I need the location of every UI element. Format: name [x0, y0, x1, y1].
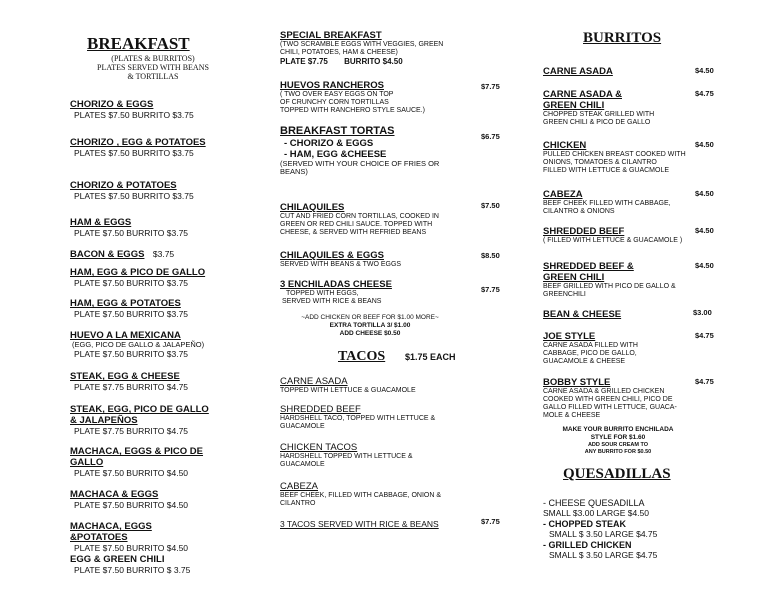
item-name: CHICKEN TACOS [280, 442, 358, 453]
item-description: HARDSHELL TACO, TOPPED WITH LETTUCE & [280, 415, 436, 422]
breakfast-subtitle-3: & TORTILLAS [127, 72, 179, 81]
item-price: PLATE $7.50 BURRITO $3.75 [74, 309, 189, 319]
item-price: $3.75 [152, 249, 175, 259]
item-price: $4.50 [695, 66, 714, 75]
item-name: CHORIZO , EGG & POTATOES [70, 137, 206, 148]
item-name: BOBBY STYLE [543, 377, 611, 388]
item-description: BEEF CHEEK FILLED WITH CABBAGE, [543, 200, 671, 207]
item-description: TOPPED WITH EGGS, [286, 290, 359, 297]
breakfast-item [70, 244, 270, 262]
item-name: 3 ENCHILADAS CHEESE [280, 279, 392, 290]
breakfast-item [70, 217, 270, 238]
item-name: HAM & EGGS [70, 217, 132, 228]
item-name: CHILAQUILES & EGGS [280, 250, 384, 261]
breakfast-item [70, 137, 270, 158]
item-name: STEAK, EGG & CHEESE [70, 371, 180, 382]
item-description: CHOPPED STEAK GRILLED WITH [543, 111, 655, 118]
item-description: SERVED WITH BEANS & TWO EGGS [280, 261, 402, 268]
burritos-column [543, 0, 723, 601]
chilaquiles [280, 202, 505, 237]
item-description: GALLO FILLED WITH LETTUCE, GUACA- [543, 404, 677, 411]
item-description: GUACAMOLE [280, 423, 325, 430]
tacos-title: TACOS [338, 349, 386, 364]
item-name: 3 TACOS SERVED WITH RICE & BEANS [280, 519, 439, 529]
breakfast-item [70, 371, 270, 392]
taco-item [280, 404, 505, 431]
enchilada-note-2: STYLE FOR $1.60 [590, 434, 646, 441]
item-name: MACHACA, EGGS [70, 521, 152, 532]
breakfast-item [70, 267, 270, 288]
item-name: HAM, EGG & POTATOES [70, 298, 181, 309]
breakfast-tortas [280, 125, 505, 176]
item-price: PLATE $7.75 BURRITO $4.75 [74, 382, 189, 392]
item-name: - GRILLED CHICKEN [543, 540, 632, 550]
breakfast-item [70, 298, 270, 319]
item-description: CUT AND FRIED CORN TORTILLAS, COOKED IN [280, 213, 439, 220]
breakfast-item [70, 180, 270, 201]
item-description: CHILI, POTATOES, HAM & CHEESE) [280, 49, 398, 56]
breakfast-title: BREAKFAST [87, 34, 190, 53]
item-price: PLATE $7.50 BURRITO $3.75 [74, 278, 189, 288]
item-price: $4.50 [695, 261, 714, 270]
item-price: $4.50 [695, 189, 714, 198]
item-price: PLATE $7.75 BURRITO $4.75 [74, 426, 189, 436]
item-description: CABBAGE, PICO DE GALLO, [543, 350, 637, 357]
item-description: (SERVED WITH YOUR CHOICE OF FRIES OR [280, 159, 440, 168]
item-description: HARDSHELL TOPPED WITH LETTUCE & [280, 453, 413, 460]
item-name: HUEVOS RANCHEROS [280, 80, 384, 91]
item-description: FILLED WITH LETTUCE & GUACMOLE [543, 167, 670, 174]
tacos-price: $1.75 EACH [405, 352, 456, 362]
item-name: SPECIAL BREAKFAST [280, 30, 382, 41]
item-price: $7.50 [481, 201, 500, 210]
item-name: JOE STYLE [543, 331, 596, 342]
item-name: HUEVO A LA MEXICANA [70, 330, 181, 341]
specials-column [280, 0, 505, 601]
item-price: PLATES $7.50 BURRITO $3.75 [74, 110, 194, 120]
item-description: TOPPED WITH RANCHERO STYLE SAUCE.) [280, 107, 425, 114]
item-description: BEEF GRILLED WITH PICO DE GALLO & [543, 283, 676, 290]
item-name: STEAK, EGG, PICO DE GALLO [70, 404, 209, 415]
item-price: $3.00 [693, 308, 712, 317]
special-breakfast [280, 30, 505, 67]
burritos-title: BURRITOS [583, 30, 662, 46]
item-name: CHORIZO & POTATOES [70, 180, 177, 191]
breakfast-subtitle-2: PLATES SERVED WITH BEANS [97, 63, 209, 72]
enchilada-note-1: MAKE YOUR BURRITO ENCHILADA [562, 426, 674, 433]
item-price: PLATE $7.50 BURRITO $4.50 [74, 468, 189, 478]
item-description: MOLE & CHEESE [543, 412, 601, 419]
item-name: BREAKFAST TORTAS [280, 125, 395, 137]
item-description: GUACAMOLE & CHEESE [543, 358, 626, 365]
item-name: CHICKEN [543, 140, 587, 151]
item-description: GREEN OR RED CHILI SAUCE. TOPPED WITH [280, 221, 433, 228]
quesadilla-item [543, 540, 723, 560]
item-price: $7.75 [481, 517, 500, 526]
item-price: PLATES $7.50 BURRITO $3.75 [74, 191, 194, 201]
item-description: GUACAMOLE [280, 461, 325, 468]
item-name: CARNE ASADA [543, 66, 613, 77]
item-description: (TWO SCRAMBLE EGGS WITH VEGGIES, GREEN [280, 41, 444, 48]
item-price: SMALL $3.00 LARGE $4.50 [543, 508, 650, 518]
item-name: CARNE ASADA & [543, 89, 622, 100]
item-price: $4.50 [695, 140, 714, 149]
item-description: COOKED WITH GREEN CHILI, PICO DE [543, 396, 673, 403]
quesadilla-item [543, 498, 723, 518]
quesadilla-item [543, 519, 723, 539]
plate-price: PLATE $7.75 [280, 57, 328, 66]
item-name: MACHACA & EGGS [70, 489, 159, 500]
item-price: $6.75 [481, 132, 500, 141]
sour-cream-note-1: ADD SOUR CREAM TO [587, 442, 649, 448]
item-price: PLATES $7.50 BURRITO $3.75 [74, 148, 194, 158]
taco-item [280, 376, 505, 395]
item-name-line2: GREEN CHILI [543, 100, 605, 111]
item-name: SHREDDED BEEF & [543, 261, 634, 272]
item-price: $4.75 [695, 377, 714, 386]
item-price: $8.50 [481, 251, 500, 260]
item-name-line2: & JALAPEÑOS [70, 415, 138, 426]
quesadillas-title: QUESADILLAS [563, 466, 671, 482]
item-description: ONIONS, TOMATOES & CILANTRO [543, 159, 657, 166]
item-name: MACHACA, EGGS & PICO DE [70, 446, 204, 457]
taco-item [280, 442, 505, 469]
item-description: OF CRUNCHY CORN TORTILLAS [280, 99, 389, 106]
item-price: PLATE $7.50 BURRITO $ 3.75 [74, 565, 191, 575]
item-name: HAM, EGG & PICO DE GALLO [70, 267, 206, 278]
item-name: - CHOPPED STEAK [543, 519, 627, 529]
item-description: CARNE ASADA FILLED WITH [543, 342, 638, 349]
item-name: EGG & GREEN CHILI [70, 554, 165, 565]
item-name: SHREDDED BEEF [280, 404, 361, 415]
breakfast-subtitle-1: (PLATES & BURRITOS) [111, 54, 195, 63]
breakfast-item [70, 554, 270, 575]
add-meat-note: ~ADD CHICKEN OR BEEF FOR $1.00 MORE~ [301, 314, 439, 321]
breakfast-column [70, 0, 270, 601]
item-description: GREEN CHILI & PICO DE GALLO [543, 119, 651, 126]
three-tacos [280, 519, 505, 530]
burrito-price: BURRITO $4.50 [344, 57, 403, 66]
breakfast-item [70, 404, 270, 436]
item-description: ( FILLED WITH LETTUCE & GUACAMOLE ) [543, 237, 683, 244]
huevos-rancheros [280, 80, 505, 115]
item-description: PULLED CHICKEN BREAST COOKED WITH [543, 151, 686, 158]
item-name: CABEZA [280, 481, 319, 492]
item-name-line2: GALLO [70, 457, 104, 468]
item-description: ( TWO OVER EASY EGGS ON TOP [280, 91, 394, 98]
item-description: TOPPED WITH LETTUCE & GUACAMOLE [280, 387, 416, 394]
item-price: $4.50 [695, 226, 714, 235]
item-price: SMALL $ 3.50 LARGE $4.75 [549, 529, 658, 539]
item-description: GREENCHILI [543, 291, 586, 298]
breakfast-item [70, 521, 270, 553]
torta-option: - CHORIZO & EGGS [284, 138, 374, 149]
item-price: PLATE $7.50 BURRITO $4.50 [74, 500, 189, 510]
item-price: $7.75 [481, 82, 500, 91]
item-name: CABEZA [543, 189, 583, 200]
item-description: (EGG, PICO DE GALLO & JALAPEÑO) [72, 340, 205, 349]
item-name: BEAN & CHEESE [543, 309, 622, 320]
item-name: BACON & EGGS [70, 249, 145, 260]
item-description: BEEF CHEEK, FILLED WITH CABBAGE, ONION & [280, 492, 442, 499]
item-price: SMALL $ 3.50 LARGE $4.75 [549, 550, 658, 560]
item-price: PLATE $7.50 BURRITO $4.50 [74, 543, 189, 553]
item-description: CILANTRO [280, 500, 316, 507]
item-name: SHREDDED BEEF [543, 226, 625, 237]
enchiladas [280, 279, 505, 306]
sour-cream-note-2: ANY BURRITO FOR $0.50 [584, 449, 652, 455]
chilaquiles-eggs [280, 250, 505, 269]
item-name-line2: GREEN CHILI [543, 272, 605, 283]
breakfast-item [70, 446, 270, 478]
item-description: SERVED WITH RICE & BEANS [282, 298, 382, 305]
extra-tortilla-note: EXTRA TORTILLA 3/ $1.00 [329, 322, 411, 329]
torta-option: - HAM, EGG &CHEESE [284, 149, 387, 160]
add-cheese-note: ADD CHEESE $0.50 [339, 330, 401, 337]
item-price: $7.75 [481, 285, 500, 294]
item-description: CARNE ASADA & GRILLED CHICKEN [543, 388, 665, 395]
item-description: CILANTRO & ONIONS [543, 208, 615, 215]
breakfast-item [70, 489, 270, 510]
item-description: CHEESE, & SERVED WITH REFRIED BEANS [280, 229, 427, 236]
item-description: BEANS) [280, 167, 308, 176]
item-price: PLATE $7.50 BURRITO $3.75 [74, 349, 189, 359]
breakfast-item [70, 99, 270, 120]
item-price: PLATE $7.50 BURRITO $3.75 [74, 228, 189, 238]
item-name-line2: &POTATOES [70, 532, 128, 543]
item-price: $4.75 [695, 89, 714, 98]
taco-item [280, 481, 505, 508]
item-name: CARNE ASADA [280, 376, 348, 387]
item-price: $4.75 [695, 331, 714, 340]
item-name: CHORIZO & EGGS [70, 99, 154, 110]
item-name: CHILAQUILES [280, 202, 345, 213]
item-name: - CHEESE QUESADILLA [543, 498, 645, 508]
breakfast-item [70, 330, 270, 359]
